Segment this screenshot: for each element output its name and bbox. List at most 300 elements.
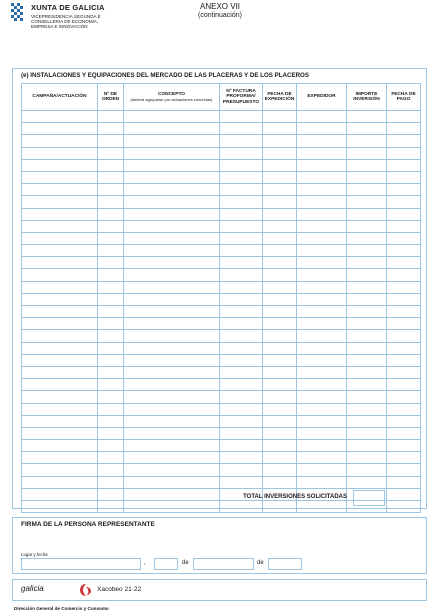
table-cell[interactable]: [263, 391, 297, 403]
table-cell[interactable]: [22, 306, 98, 318]
table-cell[interactable]: [220, 342, 263, 354]
table-cell[interactable]: [297, 476, 347, 488]
table-cell[interactable]: [124, 476, 220, 488]
table-cell[interactable]: [347, 208, 387, 220]
table-cell[interactable]: [263, 196, 297, 208]
table-cell[interactable]: [347, 220, 387, 232]
col-payment-date: FECHA DE PAGO: [387, 84, 421, 111]
col-order-number: Nº DE ORDEN: [98, 84, 124, 111]
total-amount-field[interactable]: [353, 490, 385, 506]
table-cell[interactable]: [22, 342, 98, 354]
table-cell[interactable]: [387, 318, 421, 330]
table-row: [22, 403, 421, 415]
table-cell[interactable]: [220, 196, 263, 208]
table-cell[interactable]: [22, 379, 98, 391]
table-cell[interactable]: [124, 269, 220, 281]
table-cell[interactable]: [297, 159, 347, 171]
table-cell[interactable]: [124, 440, 220, 452]
table-cell[interactable]: [263, 245, 297, 257]
table-cell[interactable]: [297, 366, 347, 378]
xacobeo-logo-icon: [79, 583, 93, 597]
table-cell[interactable]: [98, 171, 124, 183]
table-cell[interactable]: [98, 135, 124, 147]
table-row: [22, 171, 421, 183]
table-cell[interactable]: [98, 245, 124, 257]
table-cell[interactable]: [220, 123, 263, 135]
table-cell[interactable]: [297, 281, 347, 293]
table-cell[interactable]: [347, 159, 387, 171]
table-cell[interactable]: [263, 354, 297, 366]
table-row: [22, 269, 421, 281]
table-cell[interactable]: [98, 366, 124, 378]
table-cell[interactable]: [387, 123, 421, 135]
table-cell[interactable]: [220, 452, 263, 464]
table-row: [22, 220, 421, 232]
table-row: [22, 427, 421, 439]
table-cell[interactable]: [124, 330, 220, 342]
table-cell[interactable]: [124, 293, 220, 305]
table-cell[interactable]: [98, 123, 124, 135]
table-cell[interactable]: [297, 427, 347, 439]
table-cell[interactable]: [347, 318, 387, 330]
table-cell[interactable]: [124, 306, 220, 318]
table-cell[interactable]: [22, 293, 98, 305]
table-cell[interactable]: [297, 220, 347, 232]
table-cell[interactable]: [124, 159, 220, 171]
table-cell[interactable]: [220, 415, 263, 427]
table-cell[interactable]: [22, 159, 98, 171]
table-cell[interactable]: [124, 147, 220, 159]
table-cell[interactable]: [263, 440, 297, 452]
table-cell[interactable]: [22, 111, 98, 123]
table-cell[interactable]: [22, 147, 98, 159]
table-cell[interactable]: [98, 257, 124, 269]
table-cell[interactable]: [347, 440, 387, 452]
table-cell[interactable]: [347, 403, 387, 415]
table-cell[interactable]: [387, 427, 421, 439]
table-cell[interactable]: [263, 257, 297, 269]
table-cell[interactable]: [387, 440, 421, 452]
table-cell[interactable]: [98, 306, 124, 318]
table-cell[interactable]: [98, 464, 124, 476]
table-cell[interactable]: [263, 281, 297, 293]
table-cell[interactable]: [263, 427, 297, 439]
table-cell[interactable]: [387, 452, 421, 464]
logo-name: XUNTA DE GALICIA: [31, 3, 105, 12]
table-cell[interactable]: [220, 354, 263, 366]
table-cell[interactable]: [220, 318, 263, 330]
table-cell[interactable]: [263, 293, 297, 305]
table-cell[interactable]: [347, 342, 387, 354]
col-invoice-number: Nº FACTURA PROFORMA/ PRESUPUESTO: [220, 84, 263, 111]
table-cell[interactable]: [220, 269, 263, 281]
table-cell[interactable]: [263, 415, 297, 427]
table-row: [22, 159, 421, 171]
table-cell[interactable]: [263, 379, 297, 391]
table-cell[interactable]: [347, 257, 387, 269]
table-cell[interactable]: [347, 171, 387, 183]
table-cell[interactable]: [387, 135, 421, 147]
table-cell[interactable]: [22, 476, 98, 488]
table-cell[interactable]: [297, 318, 347, 330]
table-cell[interactable]: [263, 342, 297, 354]
table-cell[interactable]: [347, 379, 387, 391]
table-cell[interactable]: [98, 391, 124, 403]
table-cell[interactable]: [22, 391, 98, 403]
table-cell[interactable]: [347, 330, 387, 342]
table-cell[interactable]: [220, 220, 263, 232]
table-cell[interactable]: [220, 159, 263, 171]
table-cell[interactable]: [297, 293, 347, 305]
table-cell[interactable]: [22, 452, 98, 464]
table-cell[interactable]: [22, 464, 98, 476]
table-cell[interactable]: [387, 403, 421, 415]
table-cell[interactable]: [220, 293, 263, 305]
table-cell[interactable]: [98, 196, 124, 208]
table-cell[interactable]: [347, 184, 387, 196]
table-cell[interactable]: [347, 452, 387, 464]
table-cell[interactable]: [220, 184, 263, 196]
table-cell[interactable]: [387, 281, 421, 293]
logo-subtitle: VICEPRESIDENCIA SEGUNDA E CONSELLERIA DE ECONOMÍA, EMPRESA E INNOVACIÓN: [31, 14, 101, 30]
table-cell[interactable]: [220, 208, 263, 220]
table-cell[interactable]: [387, 245, 421, 257]
table-cell[interactable]: [387, 330, 421, 342]
table-cell[interactable]: [387, 171, 421, 183]
table-cell[interactable]: [263, 208, 297, 220]
table-cell[interactable]: [387, 415, 421, 427]
table-cell[interactable]: [297, 391, 347, 403]
table-cell[interactable]: [297, 269, 347, 281]
table-cell[interactable]: [98, 330, 124, 342]
table-cell[interactable]: [22, 208, 98, 220]
table-cell[interactable]: [220, 464, 263, 476]
table-cell[interactable]: [347, 111, 387, 123]
table-cell[interactable]: [347, 366, 387, 378]
table-cell[interactable]: [22, 135, 98, 147]
table-cell[interactable]: [22, 196, 98, 208]
table-cell[interactable]: [220, 171, 263, 183]
table-cell[interactable]: [347, 306, 387, 318]
table-cell[interactable]: [263, 123, 297, 135]
table-cell[interactable]: [297, 147, 347, 159]
table-cell[interactable]: [387, 464, 421, 476]
table-row: [22, 257, 421, 269]
table-cell[interactable]: [22, 427, 98, 439]
table-cell[interactable]: [22, 281, 98, 293]
table-cell[interactable]: [347, 135, 387, 147]
table-cell[interactable]: [347, 269, 387, 281]
table-cell[interactable]: [297, 464, 347, 476]
table-cell[interactable]: [263, 403, 297, 415]
table-row: [22, 111, 421, 123]
table-cell[interactable]: [347, 464, 387, 476]
table-cell[interactable]: [387, 159, 421, 171]
table-row: [22, 281, 421, 293]
table-cell[interactable]: [98, 232, 124, 244]
table-cell[interactable]: [124, 318, 220, 330]
table-cell[interactable]: [297, 440, 347, 452]
table-cell[interactable]: [347, 281, 387, 293]
table-cell[interactable]: [387, 269, 421, 281]
table-cell[interactable]: [297, 330, 347, 342]
table-cell[interactable]: [263, 476, 297, 488]
table-cell[interactable]: [98, 111, 124, 123]
col-campaign: CAMPAÑA/ACTUACIÓN: [22, 84, 98, 111]
table-cell[interactable]: [124, 403, 220, 415]
table-cell[interactable]: [347, 354, 387, 366]
table-cell[interactable]: [22, 123, 98, 135]
table-cell[interactable]: [22, 171, 98, 183]
table-cell[interactable]: [347, 196, 387, 208]
table-cell[interactable]: [98, 147, 124, 159]
table-row: [22, 232, 421, 244]
table-cell[interactable]: [98, 269, 124, 281]
table-cell[interactable]: [124, 354, 220, 366]
table-row: [22, 123, 421, 135]
table-cell[interactable]: [347, 232, 387, 244]
table-cell[interactable]: [387, 293, 421, 305]
table-cell[interactable]: [220, 427, 263, 439]
table-cell[interactable]: [98, 379, 124, 391]
table-row: [22, 306, 421, 318]
place-date-label: Lugar y fecha: [21, 552, 48, 557]
table-cell[interactable]: [387, 306, 421, 318]
table-cell[interactable]: [124, 464, 220, 476]
table-cell[interactable]: [347, 391, 387, 403]
table-cell[interactable]: [297, 354, 347, 366]
table-cell[interactable]: [347, 147, 387, 159]
table-cell[interactable]: [387, 391, 421, 403]
table-row: [22, 318, 421, 330]
table-cell[interactable]: [263, 269, 297, 281]
table-cell[interactable]: [124, 123, 220, 135]
table-cell[interactable]: [22, 184, 98, 196]
table-row: [22, 354, 421, 366]
table-cell[interactable]: [124, 257, 220, 269]
table-cell[interactable]: [263, 184, 297, 196]
table-cell[interactable]: [22, 415, 98, 427]
annex-subtitle: (continuación): [198, 12, 242, 19]
table-cell[interactable]: [263, 220, 297, 232]
table-cell[interactable]: [347, 245, 387, 257]
table-cell[interactable]: [347, 476, 387, 488]
directorate-name: Dirección General de Comercio y Consumo: [14, 606, 109, 611]
day-field[interactable]: [154, 558, 178, 570]
table-row: [22, 196, 421, 208]
year-field[interactable]: [268, 558, 302, 570]
table-row: [22, 476, 421, 488]
table-cell[interactable]: [22, 403, 98, 415]
table-cell[interactable]: [263, 306, 297, 318]
table-cell[interactable]: [220, 111, 263, 123]
table-cell[interactable]: [98, 440, 124, 452]
table-cell[interactable]: [98, 403, 124, 415]
table-cell[interactable]: [263, 147, 297, 159]
table-cell[interactable]: [124, 427, 220, 439]
table-cell[interactable]: [220, 379, 263, 391]
table-cell[interactable]: [220, 257, 263, 269]
table-cell[interactable]: [124, 391, 220, 403]
table-cell[interactable]: [98, 159, 124, 171]
table-cell[interactable]: [297, 306, 347, 318]
table-cell[interactable]: [387, 232, 421, 244]
table-cell[interactable]: [387, 196, 421, 208]
table-cell[interactable]: [263, 135, 297, 147]
table-cell[interactable]: [220, 403, 263, 415]
table-cell[interactable]: [124, 171, 220, 183]
col-amount: IMPORTE INVERSIÓN: [347, 84, 387, 111]
table-cell[interactable]: [220, 232, 263, 244]
table-cell[interactable]: [263, 452, 297, 464]
table-cell[interactable]: [98, 318, 124, 330]
table-row: [22, 245, 421, 257]
table-cell[interactable]: [297, 245, 347, 257]
table-cell[interactable]: [124, 281, 220, 293]
table-cell[interactable]: [124, 135, 220, 147]
table-cell[interactable]: [22, 257, 98, 269]
table-cell[interactable]: [347, 123, 387, 135]
table-cell[interactable]: [387, 220, 421, 232]
table-cell[interactable]: [263, 366, 297, 378]
table-cell[interactable]: [98, 476, 124, 488]
total-row: [21, 490, 420, 507]
table-cell[interactable]: [297, 452, 347, 464]
table-cell[interactable]: [220, 147, 263, 159]
table-cell[interactable]: [347, 415, 387, 427]
table-cell[interactable]: [387, 366, 421, 378]
table-cell[interactable]: [98, 415, 124, 427]
table-row: [22, 415, 421, 427]
table-cell[interactable]: [22, 354, 98, 366]
table-cell[interactable]: [220, 281, 263, 293]
footer-logos: [12, 579, 427, 601]
table-cell[interactable]: [347, 427, 387, 439]
de-separator-1: de: [182, 560, 189, 566]
table-row: [22, 135, 421, 147]
table-cell[interactable]: [98, 184, 124, 196]
table-cell[interactable]: [124, 111, 220, 123]
table-cell[interactable]: [263, 232, 297, 244]
table-cell[interactable]: [387, 354, 421, 366]
table-cell[interactable]: [263, 330, 297, 342]
table-cell[interactable]: [263, 318, 297, 330]
table-cell[interactable]: [124, 232, 220, 244]
table-cell[interactable]: [297, 184, 347, 196]
table-cell[interactable]: [387, 379, 421, 391]
table-cell[interactable]: [387, 257, 421, 269]
table-cell[interactable]: [387, 147, 421, 159]
xacobeo-logo: Xacobeo 21·22: [97, 586, 142, 593]
table-cell[interactable]: [98, 354, 124, 366]
table-cell[interactable]: [297, 232, 347, 244]
table-cell[interactable]: [124, 208, 220, 220]
table-cell[interactable]: [124, 379, 220, 391]
table-cell[interactable]: [220, 135, 263, 147]
table-cell[interactable]: [297, 415, 347, 427]
table-cell[interactable]: [98, 342, 124, 354]
table-cell[interactable]: [98, 427, 124, 439]
table-cell[interactable]: [220, 366, 263, 378]
total-label: TOTAL INVERSIONES SOLICITADAS: [243, 494, 347, 500]
table-cell[interactable]: [263, 464, 297, 476]
table-cell[interactable]: [387, 184, 421, 196]
table-cell[interactable]: [347, 293, 387, 305]
table-cell[interactable]: [297, 208, 347, 220]
table-cell[interactable]: [98, 452, 124, 464]
table-cell[interactable]: [297, 111, 347, 123]
table-cell[interactable]: [22, 220, 98, 232]
col-issue-date: FECHA DE EXPEDICIÓN: [263, 84, 297, 111]
table-cell[interactable]: [22, 245, 98, 257]
table-row: [22, 452, 421, 464]
investments-section: [12, 68, 427, 509]
table-cell[interactable]: [387, 208, 421, 220]
table-cell[interactable]: [263, 159, 297, 171]
table-cell[interactable]: [22, 318, 98, 330]
table-row: [22, 184, 421, 196]
table-cell[interactable]: [98, 220, 124, 232]
table-cell[interactable]: [263, 171, 297, 183]
table-cell[interactable]: [220, 476, 263, 488]
table-row: [22, 440, 421, 452]
table-cell[interactable]: [263, 111, 297, 123]
month-field[interactable]: [193, 558, 254, 570]
table-cell[interactable]: [22, 232, 98, 244]
table-cell[interactable]: [22, 366, 98, 378]
table-row: [22, 330, 421, 342]
table-cell[interactable]: [297, 257, 347, 269]
table-cell[interactable]: [124, 196, 220, 208]
table-cell[interactable]: [297, 196, 347, 208]
table-cell[interactable]: [387, 342, 421, 354]
table-cell[interactable]: [297, 403, 347, 415]
table-cell[interactable]: [98, 208, 124, 220]
table-cell[interactable]: [22, 269, 98, 281]
table-cell[interactable]: [220, 245, 263, 257]
table-cell[interactable]: [387, 111, 421, 123]
table-cell[interactable]: [124, 342, 220, 354]
de-separator-2: de: [257, 560, 264, 566]
table-cell[interactable]: [297, 342, 347, 354]
table-cell[interactable]: [220, 391, 263, 403]
table-cell[interactable]: [220, 440, 263, 452]
table-cell[interactable]: [124, 220, 220, 232]
table-cell[interactable]: [22, 330, 98, 342]
table-cell[interactable]: [220, 330, 263, 342]
table-cell[interactable]: [297, 123, 347, 135]
table-cell[interactable]: [297, 171, 347, 183]
xunta-logo-icon: [11, 3, 25, 23]
table-cell[interactable]: [124, 184, 220, 196]
table-cell[interactable]: [124, 452, 220, 464]
table-cell[interactable]: [124, 245, 220, 257]
annex-title: ANEXO VII: [200, 2, 241, 11]
table-cell[interactable]: [22, 440, 98, 452]
table-cell[interactable]: [297, 379, 347, 391]
table-cell[interactable]: [387, 476, 421, 488]
table-row: [22, 342, 421, 354]
table-cell[interactable]: [297, 135, 347, 147]
table-cell[interactable]: [220, 306, 263, 318]
place-field[interactable]: [21, 558, 141, 570]
table-cell[interactable]: [98, 293, 124, 305]
galicia-logo: galicia: [21, 584, 44, 593]
table-cell[interactable]: [124, 366, 220, 378]
table-cell[interactable]: [124, 415, 220, 427]
table-cell[interactable]: [98, 281, 124, 293]
table-row: [22, 464, 421, 476]
